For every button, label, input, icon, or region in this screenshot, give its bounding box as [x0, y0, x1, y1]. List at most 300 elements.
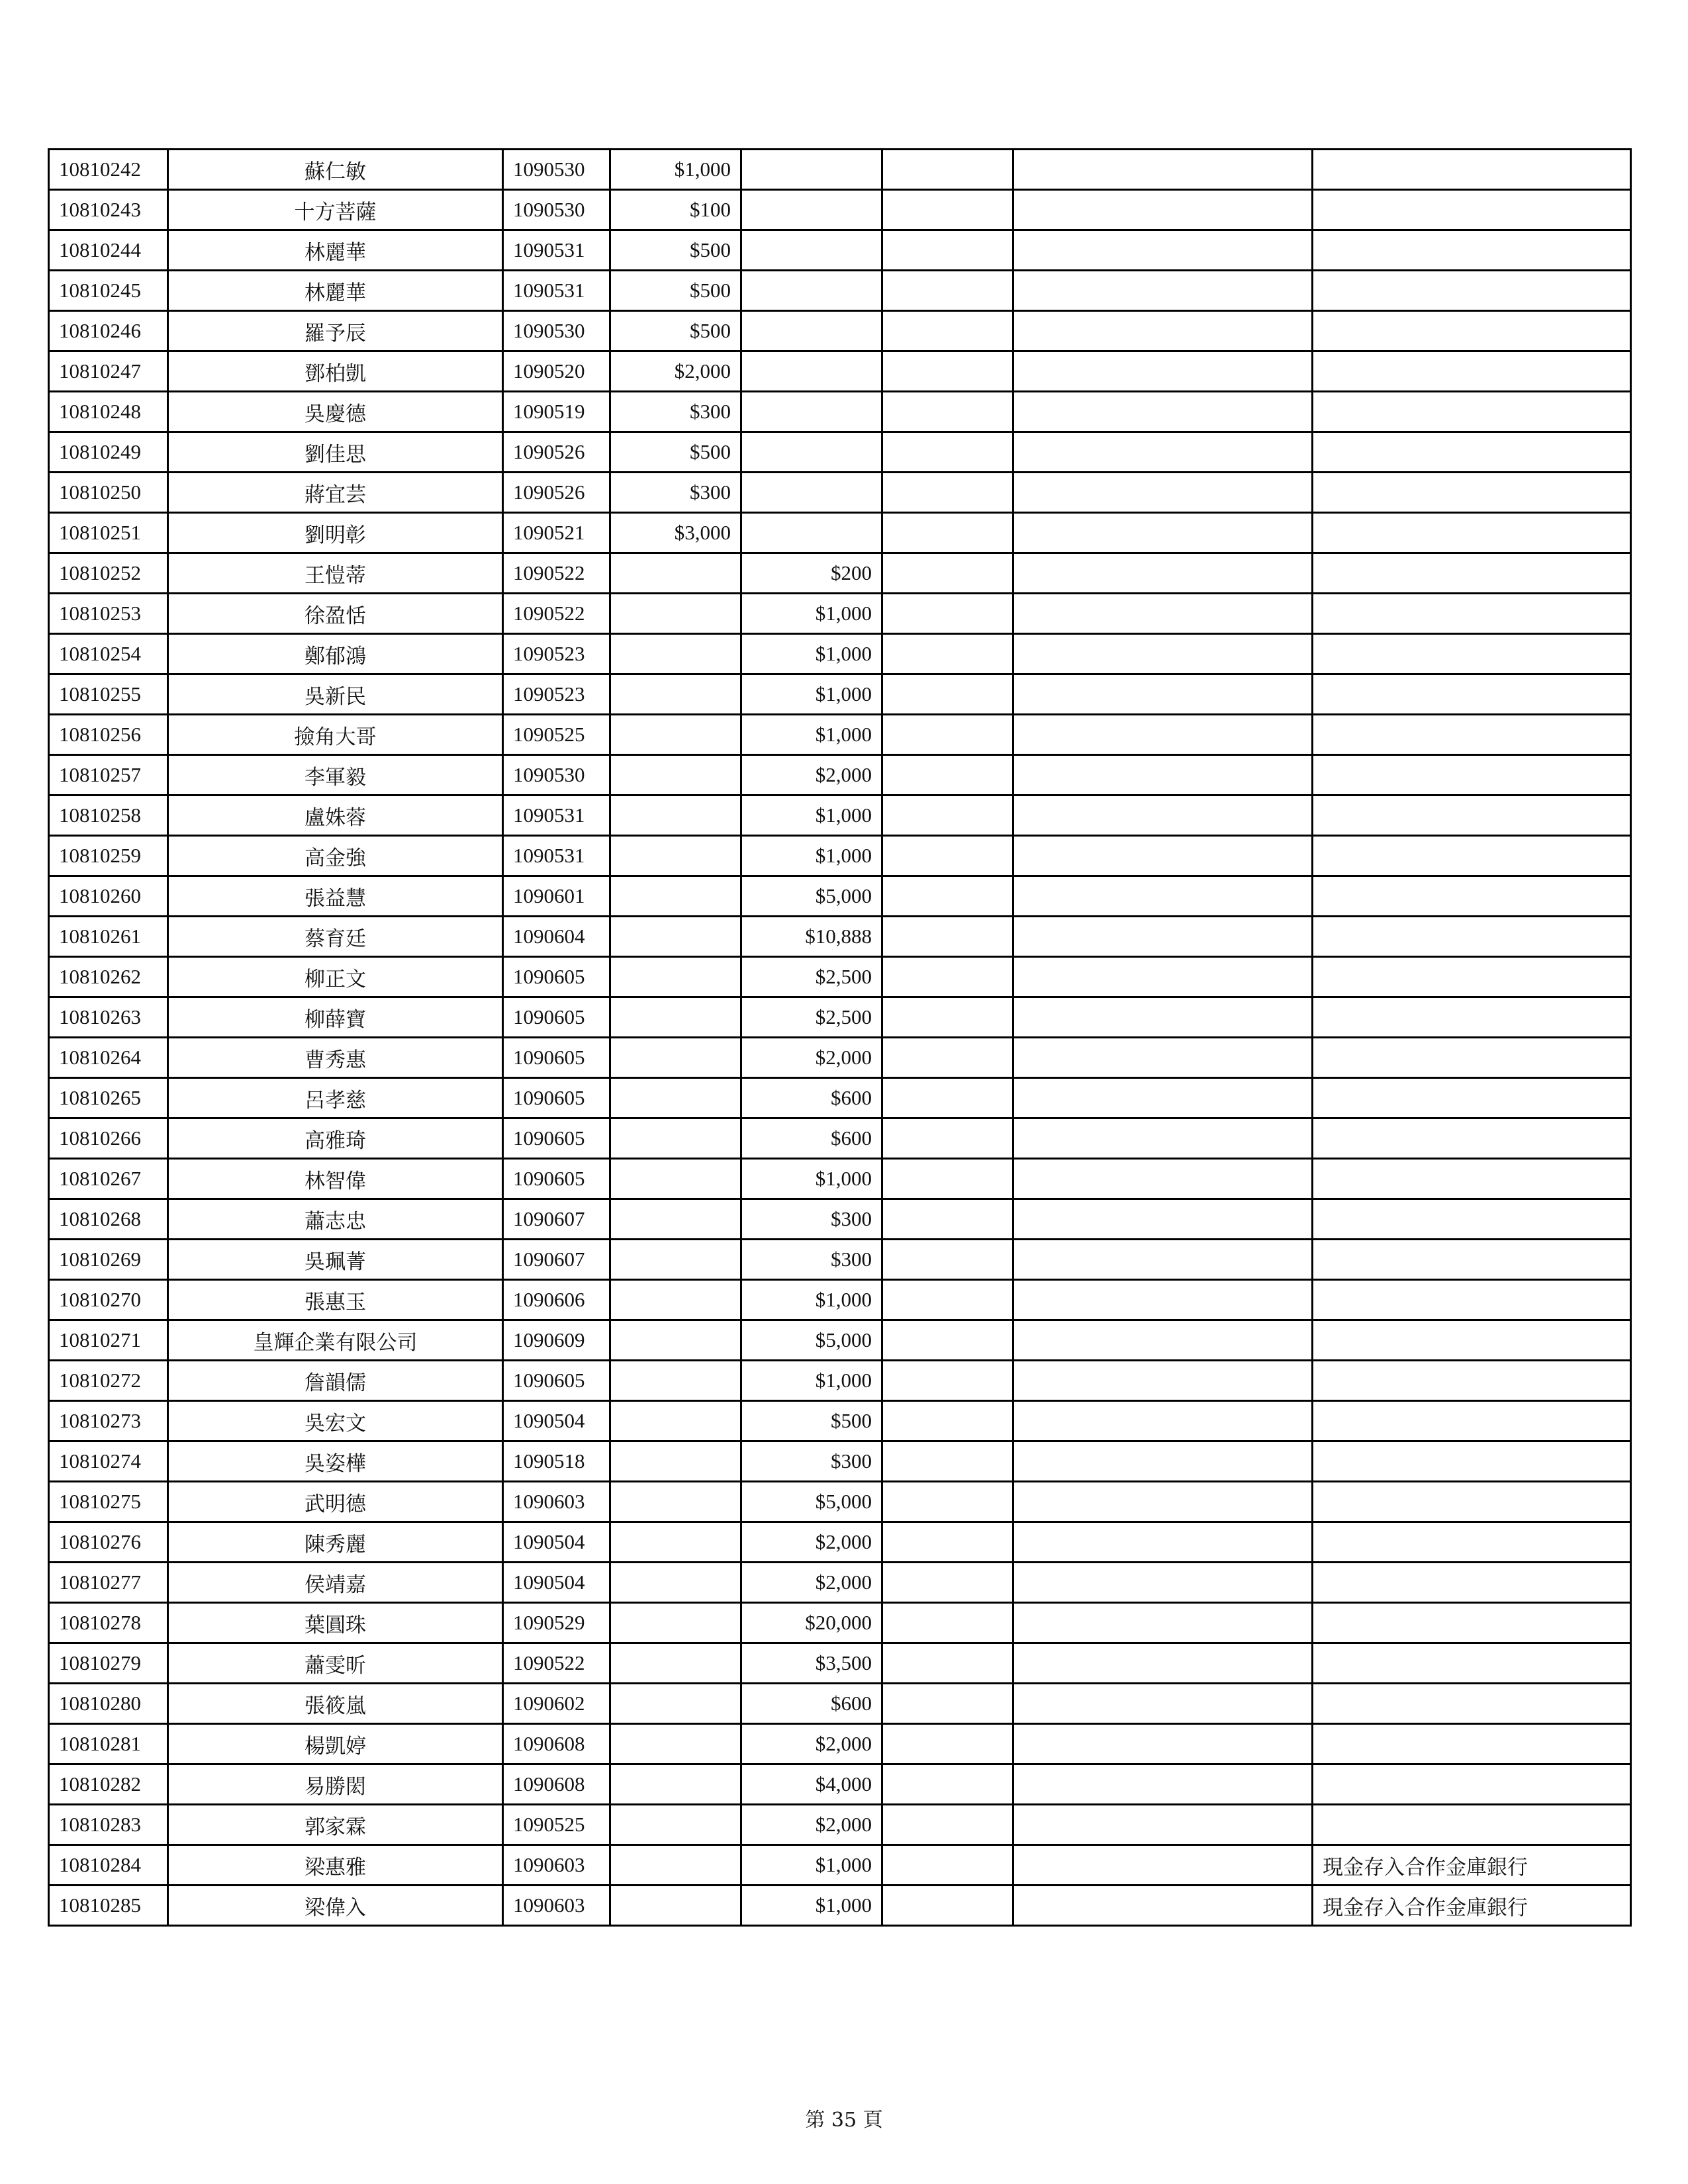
blank-cell: [882, 432, 1013, 473]
table-row: [49, 1603, 1631, 1643]
amount-column-1: $300: [610, 392, 741, 432]
blank-cell: [882, 1563, 1013, 1603]
donation-date: 1090529: [503, 1603, 610, 1643]
receipt-number: 10810279: [49, 1643, 168, 1684]
blank-cell: [1013, 1724, 1313, 1764]
blank-cell: [1013, 1159, 1313, 1199]
blank-cell: [882, 190, 1013, 230]
receipt-number: 10810285: [49, 1886, 168, 1926]
amount-column-2: $1,000: [741, 1361, 882, 1401]
blank-cell: [1013, 1764, 1313, 1805]
amount-column-2: $4,000: [741, 1764, 882, 1805]
remark: [1313, 876, 1631, 917]
donor-name: 徐盈恬: [168, 594, 503, 634]
blank-cell: [1013, 1401, 1313, 1441]
donor-name: 吳宏文: [168, 1401, 503, 1441]
donation-date: 1090504: [503, 1401, 610, 1441]
blank-cell: [1013, 311, 1313, 351]
blank-cell: [1013, 1886, 1313, 1926]
amount-column-1: [610, 1805, 741, 1845]
table-row: [49, 1684, 1631, 1724]
donor-name: 柳正文: [168, 957, 503, 997]
donor-name: 蕭志忠: [168, 1199, 503, 1240]
blank-cell: [1013, 594, 1313, 634]
receipt-number: 10810277: [49, 1563, 168, 1603]
amount-column-1: [610, 1845, 741, 1886]
donation-date: 1090523: [503, 634, 610, 674]
blank-cell: [882, 876, 1013, 917]
donor-name: 張筱嵐: [168, 1684, 503, 1724]
donation-date: 1090520: [503, 351, 610, 392]
remark: [1313, 1805, 1631, 1845]
donation-date: 1090523: [503, 674, 610, 715]
donation-date: 1090531: [503, 796, 610, 836]
amount-column-1: [610, 1886, 741, 1926]
donor-name: 武明德: [168, 1482, 503, 1522]
donor-name: 郭家霖: [168, 1805, 503, 1845]
table-row: [49, 1886, 1631, 1926]
donor-name: 張惠玉: [168, 1280, 503, 1320]
amount-column-2: $2,500: [741, 957, 882, 997]
donation-date: 1090605: [503, 957, 610, 997]
donor-name: 楊凱婷: [168, 1724, 503, 1764]
amount-column-2: $1,000: [741, 1280, 882, 1320]
receipt-number: 10810264: [49, 1038, 168, 1078]
amount-column-1: $100: [610, 190, 741, 230]
donor-name: 吳姿樺: [168, 1441, 503, 1482]
blank-cell: [1013, 755, 1313, 796]
donor-name: 林麗華: [168, 230, 503, 271]
donation-date: 1090605: [503, 1038, 610, 1078]
blank-cell: [1013, 1240, 1313, 1280]
remark: [1313, 674, 1631, 715]
blank-cell: [1013, 1038, 1313, 1078]
receipt-number: 10810256: [49, 715, 168, 755]
blank-cell: [1013, 1320, 1313, 1361]
blank-cell: [882, 150, 1013, 190]
blank-cell: [1013, 392, 1313, 432]
blank-cell: [1013, 1361, 1313, 1401]
blank-cell: [1013, 674, 1313, 715]
amount-column-2: $1,000: [741, 1159, 882, 1199]
amount-column-1: $500: [610, 230, 741, 271]
table-row: [49, 190, 1631, 230]
donor-name: 葉圓珠: [168, 1603, 503, 1643]
donor-name: 十方菩薩: [168, 190, 503, 230]
blank-cell: [882, 1320, 1013, 1361]
blank-cell: [882, 594, 1013, 634]
remark: [1313, 594, 1631, 634]
blank-cell: [882, 1401, 1013, 1441]
receipt-number: 10810270: [49, 1280, 168, 1320]
remark: [1313, 1401, 1631, 1441]
amount-column-1: [610, 1199, 741, 1240]
blank-cell: [1013, 1280, 1313, 1320]
receipt-number: 10810273: [49, 1401, 168, 1441]
blank-cell: [1013, 1441, 1313, 1482]
donor-name: 林麗華: [168, 271, 503, 311]
table-row: [49, 553, 1631, 594]
donor-name: 陳秀麗: [168, 1522, 503, 1563]
amount-column-1: [610, 1724, 741, 1764]
donation-date: 1090604: [503, 917, 610, 957]
donor-name: 李軍毅: [168, 755, 503, 796]
donation-date: 1090607: [503, 1199, 610, 1240]
donor-name: 蔡育廷: [168, 917, 503, 957]
receipt-number: 10810268: [49, 1199, 168, 1240]
table-row: [49, 1482, 1631, 1522]
blank-cell: [882, 755, 1013, 796]
amount-column-1: [610, 836, 741, 876]
blank-cell: [1013, 351, 1313, 392]
blank-cell: [1013, 634, 1313, 674]
table-row: [49, 473, 1631, 513]
blank-cell: [882, 1845, 1013, 1886]
remark: [1313, 1240, 1631, 1280]
donor-name: 皇輝企業有限公司: [168, 1320, 503, 1361]
amount-column-2: [741, 392, 882, 432]
amount-column-1: [610, 1118, 741, 1159]
receipt-number: 10810278: [49, 1603, 168, 1643]
table-row: [49, 917, 1631, 957]
blank-cell: [882, 513, 1013, 553]
blank-cell: [882, 1522, 1013, 1563]
receipt-number: 10810265: [49, 1078, 168, 1118]
donation-date: 1090603: [503, 1845, 610, 1886]
donor-name: 梁偉入: [168, 1886, 503, 1926]
receipt-number: 10810250: [49, 473, 168, 513]
amount-column-2: $5,000: [741, 1482, 882, 1522]
donor-name: 羅予辰: [168, 311, 503, 351]
amount-column-2: [741, 513, 882, 553]
blank-cell: [882, 634, 1013, 674]
amount-column-1: [610, 674, 741, 715]
blank-cell: [1013, 876, 1313, 917]
donation-date: 1090522: [503, 1643, 610, 1684]
amount-column-2: [741, 271, 882, 311]
amount-column-2: $1,000: [741, 1845, 882, 1886]
remark: [1313, 311, 1631, 351]
table-row: [49, 1240, 1631, 1280]
blank-cell: [1013, 190, 1313, 230]
amount-column-2: $300: [741, 1441, 882, 1482]
blank-cell: [1013, 917, 1313, 957]
blank-cell: [1013, 715, 1313, 755]
blank-cell: [1013, 1805, 1313, 1845]
blank-cell: [1013, 1482, 1313, 1522]
blank-cell: [1013, 1845, 1313, 1886]
remark: [1313, 1724, 1631, 1764]
blank-cell: [1013, 150, 1313, 190]
amount-column-2: $10,888: [741, 917, 882, 957]
blank-cell: [1013, 997, 1313, 1038]
amount-column-1: $500: [610, 271, 741, 311]
table-row: [49, 1522, 1631, 1563]
donation-date: 1090608: [503, 1724, 610, 1764]
amount-column-2: $1,000: [741, 796, 882, 836]
donation-date: 1090526: [503, 473, 610, 513]
donation-date: 1090522: [503, 594, 610, 634]
blank-cell: [882, 1805, 1013, 1845]
donation-date: 1090608: [503, 1764, 610, 1805]
donation-date: 1090525: [503, 715, 610, 755]
blank-cell: [882, 351, 1013, 392]
remark: [1313, 1603, 1631, 1643]
table-row: [49, 1199, 1631, 1240]
amount-column-1: [610, 1280, 741, 1320]
donation-date: 1090530: [503, 190, 610, 230]
amount-column-1: [610, 997, 741, 1038]
amount-column-1: $3,000: [610, 513, 741, 553]
receipt-number: 10810280: [49, 1684, 168, 1724]
donor-name: 詹韻儒: [168, 1361, 503, 1401]
donor-name: 鄧柏凱: [168, 351, 503, 392]
table-row: [49, 311, 1631, 351]
blank-cell: [882, 957, 1013, 997]
remark: [1313, 1482, 1631, 1522]
donation-date: 1090605: [503, 1118, 610, 1159]
remark: [1313, 1361, 1631, 1401]
amount-column-1: [610, 1563, 741, 1603]
amount-column-1: [610, 1078, 741, 1118]
amount-column-1: [610, 796, 741, 836]
table-row: [49, 1845, 1631, 1886]
blank-cell: [1013, 473, 1313, 513]
amount-column-1: $2,000: [610, 351, 741, 392]
donor-name: 張益慧: [168, 876, 503, 917]
amount-column-1: [610, 634, 741, 674]
table-row: [49, 513, 1631, 553]
donor-name: 高金強: [168, 836, 503, 876]
table-row: [49, 1361, 1631, 1401]
amount-column-2: $1,000: [741, 1886, 882, 1926]
donation-date: 1090603: [503, 1886, 610, 1926]
receipt-number: 10810269: [49, 1240, 168, 1280]
blank-cell: [882, 997, 1013, 1038]
receipt-number: 10810272: [49, 1361, 168, 1401]
amount-column-2: $1,000: [741, 836, 882, 876]
receipt-number: 10810276: [49, 1522, 168, 1563]
amount-column-2: $600: [741, 1684, 882, 1724]
remark: [1313, 271, 1631, 311]
remark: [1313, 1199, 1631, 1240]
amount-column-1: [610, 553, 741, 594]
blank-cell: [1013, 1199, 1313, 1240]
blank-cell: [882, 917, 1013, 957]
table-row: [49, 1038, 1631, 1078]
blank-cell: [1013, 796, 1313, 836]
blank-cell: [882, 1199, 1013, 1240]
blank-cell: [1013, 1684, 1313, 1724]
remark: [1313, 432, 1631, 473]
donation-date: 1090602: [503, 1684, 610, 1724]
table-row: [49, 796, 1631, 836]
receipt-number: 10810248: [49, 392, 168, 432]
amount-column-1: [610, 1482, 741, 1522]
table-row: [49, 1078, 1631, 1118]
blank-cell: [1013, 271, 1313, 311]
donation-date: 1090531: [503, 230, 610, 271]
donation-date: 1090605: [503, 1159, 610, 1199]
table-row: [49, 392, 1631, 432]
donation-date: 1090531: [503, 271, 610, 311]
table-row: [49, 1118, 1631, 1159]
amount-column-1: [610, 1603, 741, 1643]
donation-date: 1090525: [503, 1805, 610, 1845]
receipt-number: 10810257: [49, 755, 168, 796]
blank-cell: [882, 1603, 1013, 1643]
amount-column-1: [610, 1320, 741, 1361]
amount-column-2: [741, 432, 882, 473]
receipt-number: 10810267: [49, 1159, 168, 1199]
amount-column-2: $300: [741, 1240, 882, 1280]
amount-column-1: [610, 1361, 741, 1401]
receipt-number: 10810247: [49, 351, 168, 392]
remark: [1313, 1078, 1631, 1118]
donor-name: 劉明彰: [168, 513, 503, 553]
receipt-number: 10810263: [49, 997, 168, 1038]
receipt-number: 10810254: [49, 634, 168, 674]
receipt-number: 10810246: [49, 311, 168, 351]
blank-cell: [1013, 553, 1313, 594]
table-row: [49, 1441, 1631, 1482]
remark: [1313, 1643, 1631, 1684]
receipt-number: 10810261: [49, 917, 168, 957]
blank-cell: [882, 836, 1013, 876]
donation-date: 1090530: [503, 311, 610, 351]
donation-date: 1090606: [503, 1280, 610, 1320]
remark: [1313, 634, 1631, 674]
remark: [1313, 513, 1631, 553]
remark: 現金存入合作金庫銀行: [1313, 1845, 1631, 1886]
remark: [1313, 1764, 1631, 1805]
blank-cell: [882, 311, 1013, 351]
blank-cell: [882, 553, 1013, 594]
donor-name: 吳新民: [168, 674, 503, 715]
receipt-number: 10810283: [49, 1805, 168, 1845]
blank-cell: [1013, 1603, 1313, 1643]
donor-name: 撿角大哥: [168, 715, 503, 755]
table-row: [49, 997, 1631, 1038]
donor-name: 侯靖嘉: [168, 1563, 503, 1603]
amount-column-2: $200: [741, 553, 882, 594]
receipt-number: 10810281: [49, 1724, 168, 1764]
amount-column-1: [610, 957, 741, 997]
remark: [1313, 1441, 1631, 1482]
remark: [1313, 351, 1631, 392]
blank-cell: [882, 1886, 1013, 1926]
blank-cell: [882, 1118, 1013, 1159]
blank-cell: [882, 1280, 1013, 1320]
table-row: [49, 836, 1631, 876]
donation-date: 1090526: [503, 432, 610, 473]
amount-column-1: $500: [610, 311, 741, 351]
table-row: [49, 674, 1631, 715]
donor-name: 蔣宜芸: [168, 473, 503, 513]
receipt-number: 10810282: [49, 1764, 168, 1805]
remark: [1313, 957, 1631, 997]
remark: [1313, 1280, 1631, 1320]
blank-cell: [882, 1159, 1013, 1199]
blank-cell: [1013, 1643, 1313, 1684]
donation-date: 1090601: [503, 876, 610, 917]
receipt-number: 10810271: [49, 1320, 168, 1361]
amount-column-2: $2,000: [741, 1522, 882, 1563]
blank-cell: [1013, 1078, 1313, 1118]
amount-column-2: $1,000: [741, 674, 882, 715]
receipt-number: 10810245: [49, 271, 168, 311]
table-row: [49, 1724, 1631, 1764]
remark: [1313, 997, 1631, 1038]
blank-cell: [882, 1482, 1013, 1522]
amount-column-1: $1,000: [610, 150, 741, 190]
amount-column-2: $5,000: [741, 876, 882, 917]
donation-date: 1090530: [503, 150, 610, 190]
remark: 現金存入合作金庫銀行: [1313, 1886, 1631, 1926]
donor-name: 蘇仁敏: [168, 150, 503, 190]
receipt-number: 10810251: [49, 513, 168, 553]
receipt-number: 10810259: [49, 836, 168, 876]
amount-column-2: $500: [741, 1401, 882, 1441]
amount-column-1: [610, 1643, 741, 1684]
table-row: [49, 876, 1631, 917]
remark: [1313, 1118, 1631, 1159]
donation-date: 1090605: [503, 1361, 610, 1401]
table-row: [49, 634, 1631, 674]
receipt-number: 10810266: [49, 1118, 168, 1159]
blank-cell: [882, 1643, 1013, 1684]
receipt-number: 10810244: [49, 230, 168, 271]
donor-name: 林智偉: [168, 1159, 503, 1199]
amount-column-1: [610, 1764, 741, 1805]
table-row: [49, 1320, 1631, 1361]
blank-cell: [1013, 1118, 1313, 1159]
receipt-number: 10810275: [49, 1482, 168, 1522]
remark: [1313, 836, 1631, 876]
donation-date: 1090504: [503, 1563, 610, 1603]
amount-column-2: $600: [741, 1078, 882, 1118]
blank-cell: [882, 1361, 1013, 1401]
blank-cell: [882, 1684, 1013, 1724]
blank-cell: [882, 1078, 1013, 1118]
donor-name: 盧姝蓉: [168, 796, 503, 836]
amount-column-2: $5,000: [741, 1320, 882, 1361]
blank-cell: [882, 1764, 1013, 1805]
donation-date: 1090519: [503, 392, 610, 432]
amount-column-2: [741, 230, 882, 271]
blank-cell: [1013, 1522, 1313, 1563]
blank-cell: [882, 230, 1013, 271]
remark: [1313, 1684, 1631, 1724]
table-row: [49, 594, 1631, 634]
blank-cell: [882, 392, 1013, 432]
donation-date: 1090607: [503, 1240, 610, 1280]
donor-name: 呂孝慈: [168, 1078, 503, 1118]
amount-column-1: $500: [610, 432, 741, 473]
amount-column-2: $2,000: [741, 755, 882, 796]
amount-column-2: [741, 150, 882, 190]
receipt-number: 10810253: [49, 594, 168, 634]
amount-column-2: $1,000: [741, 715, 882, 755]
amount-column-1: [610, 715, 741, 755]
table-row: [49, 1159, 1631, 1199]
donor-name: 蕭雯昕: [168, 1643, 503, 1684]
donation-date: 1090605: [503, 1078, 610, 1118]
blank-cell: [882, 1441, 1013, 1482]
amount-column-1: [610, 1522, 741, 1563]
table-row: [49, 1764, 1631, 1805]
amount-column-1: [610, 1441, 741, 1482]
